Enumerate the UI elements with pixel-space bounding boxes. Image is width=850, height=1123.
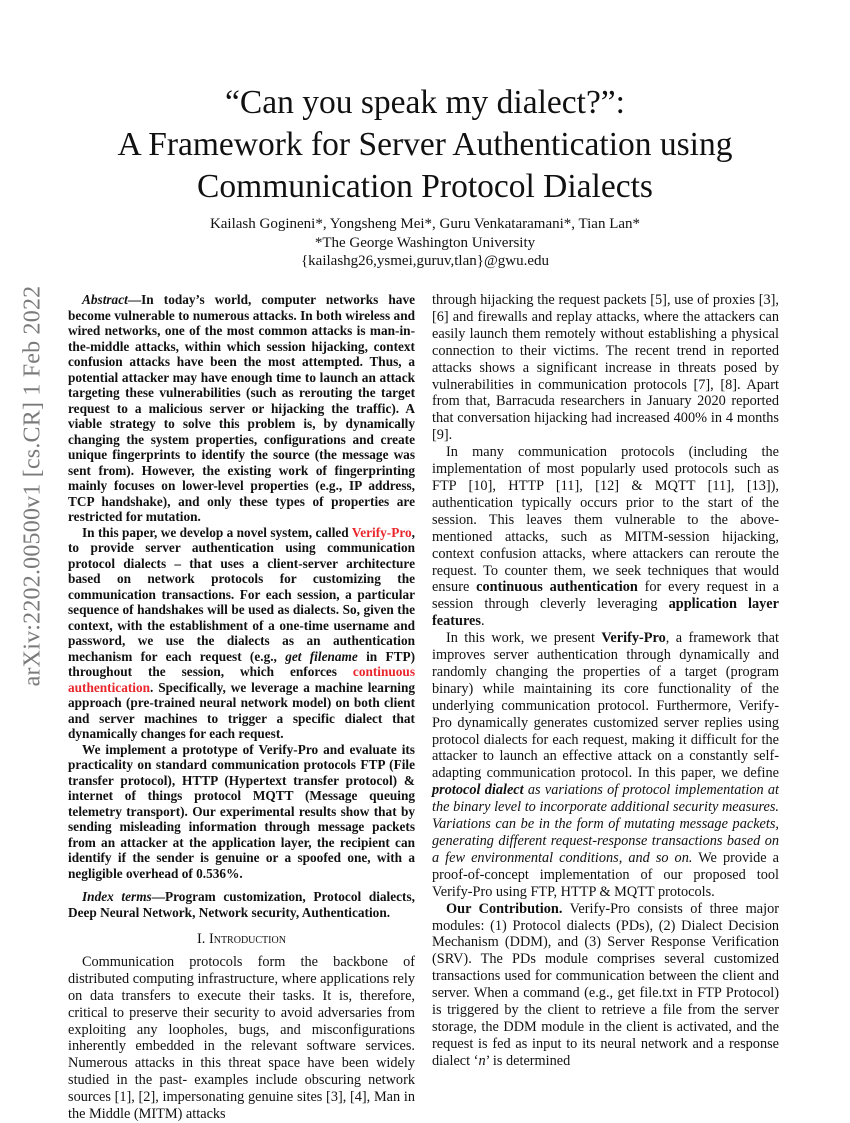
- intro-paragraph-1: Communication protocols form the backbone of distributed computing infrastructure, where applications rely on data transfers to execute their tasks. It is, therefore, critical to preserve their security to avoid adversaries from exploiting any loopholes, bugs, and misconfigurations inherently embedded in the relevant software services. Numerous attacks in this threat space have been widely studied in the past- examples include obscuring network sources [1], [2], impersonating genuine sites [3], [4], Man in the Middle (MITM) attacks: [68, 953, 415, 1123]
- body-paragraph-3: In this work, we present Verify-Pro, a framework that improves server authentication through dynamically and randomly changing the properties of a target (program binary) while maintaining its core functionality of the underlying communication protocol. Furthermore, Verify-Pro dynamically generates customized server replies using protocol dialects for each request, making it difficult for the attacker to launch an effective attack on a constantly self-adapting communication protocol. In this paper, we define protocol dialect as variations of protocol implementation at the binary level to incorporate additional security measures. Variations can be in the form of mutating message packets, generating different request-response transactions based on a few environmental conditions, and so on. We provide a proof-of-concept implementation of our proposed tool Verify-Pro using FTP, HTTP & MQTT protocols.: [432, 630, 779, 900]
- abstract-paragraph-2: In this paper, we develop a novel system, called Verify-Pro, to provide server authentication using communication protocol dialects – that uses a client-server architecture based on network protocols for customizing the communication transactions. For each session, a particular sequence of handshakes will be used as dialects. So, given the context, with the establishment of a one-time username and password, we use the dialects as an authentication mechanism for each request (e.g., get filename in FTP) throughout the session, which enforces continuous authentication. Specifically, we leverage a machine learning approach (pre-trained neural network model) on both client and server machines to trigger a specific dialect that dynamically changes for each request.: [68, 524, 416, 741]
- abstract-paragraph-1: Abstract—In today’s world, computer networks have become vulnerable to numerous attacks. In both wireless and wired networks, one of the most common attacks is man-in-the-middle attacks, within which session hijacking, context confusion attacks have been the most attempted. Thus, a potential attacker may have enough time to launch an attack targeting these vulnerabilities (such as rerouting the target request to a malicious server or hijacking the traffic). A viable strategy to solve this problem is, by dynamically changing the system properties, configurations and create unique fingerprints to identify the source (the message was sent from). However, the existing work of fingerprinting mainly focuses on lower-level properties (e.g., IP address, TCP handshake), and only these types of properties are restricted for mutation.: [68, 292, 415, 524]
- continuous-authentication-link[interactable]: continuous authentication: [68, 664, 415, 695]
- affiliation: *The George Washington University: [314, 234, 536, 251]
- contribution-label: Our Contribution.: [446, 900, 563, 917]
- abstract-label: Abstract: [82, 292, 128, 307]
- arxiv-sidebar-stamp: [5, 285, 61, 687]
- body-paragraph-4: Our Contribution. Verify-Pro consists of three major modules: (1) Protocol dialects (PDs), (2) Dialect Decision Mechanism (DDM), and (3) Server Response Verification (SRV). The PDs module comprises several customized transactions used for communication between the client and server. When a command (e.g., get file.txt in FTP Protocol) is triggered by the client to retrieve a file from the server storage, the DDM module in the client is activated, and the request is fed as input to its neural network and a response dialect ‘n’ is determined: [432, 900, 780, 1069]
- title-line-3: Communication Protocol Dialects: [197, 168, 653, 205]
- body-paragraph-2: In many communication protocols (including the implementation of most popularly used protocols such as FTP [10], HTTP [11], [12] & MQTT [11], [13]), authentication typically occurs prior to the start of the session. This leaves them vulnerable to the above-mentioned attacks, such as MITM-session hijacking, context confusion attacks, where attackers can reroute the request. To counter them, we seek techniques that would ensure continuous authentication for every request in a session through cleverly leveraging application layer features.: [432, 444, 780, 630]
- verify-pro-link[interactable]: Verify-Pro: [351, 524, 412, 540]
- left-column: [68, 292, 415, 1123]
- index-terms: Index terms—Program customization, Protocol dialects, Deep Neural Network, Network security, Authentication.: [68, 889, 415, 920]
- right-column: [432, 292, 779, 1070]
- author-names: Kailash Gogineni*, Yongsheng Mei*, Guru Venkataramani*, Tian Lan*: [209, 216, 641, 232]
- paper-title: [80, 82, 770, 208]
- abstract-paragraph-3: We implement a prototype of Verify-Pro and evaluate its practicality on standard communication protocols FTP (File transfer protocol), HTTP (Hypertext transfer protocol) & internet of things protocol MQTT (Message queuing telemetry transport). Our experimental results show that by sending misleading information through message packets from an attacker at the application layer, the recipient can identify if the sender is genuine or a spoofed one, with a negligible overhead of 0.536%.: [68, 741, 415, 881]
- index-terms-label: Index terms: [82, 889, 152, 904]
- author-email: {kailashg26,ysmei,guruv,tlan}@gwu.edu: [300, 253, 550, 269]
- body-paragraph-1: through hijacking the request packets [5], use of proxies [3], [6] and firewalls and replay attacks, where the attackers can easily launch them remotely without establishing a physical connection to their victims. The recent trend in reported attacks shows a significant increase in threats posed by vulnerabilities in communication protocols [7], [8]. Apart from that, Barracuda researchers in January 2020 reported that conversation hijacking had increased 400% in 4 months [9].: [432, 292, 779, 444]
- arxiv-id: arXiv:2202.00500v1 [cs.CR] 1 Feb 2022: [19, 285, 46, 687]
- section-heading-introduction: I. Introduction: [197, 931, 286, 947]
- author-block: [80, 215, 770, 271]
- title-line-2: A Framework for Server Authentication using: [117, 126, 733, 163]
- title-line-1: “Can you speak my dialect?”:: [225, 84, 625, 121]
